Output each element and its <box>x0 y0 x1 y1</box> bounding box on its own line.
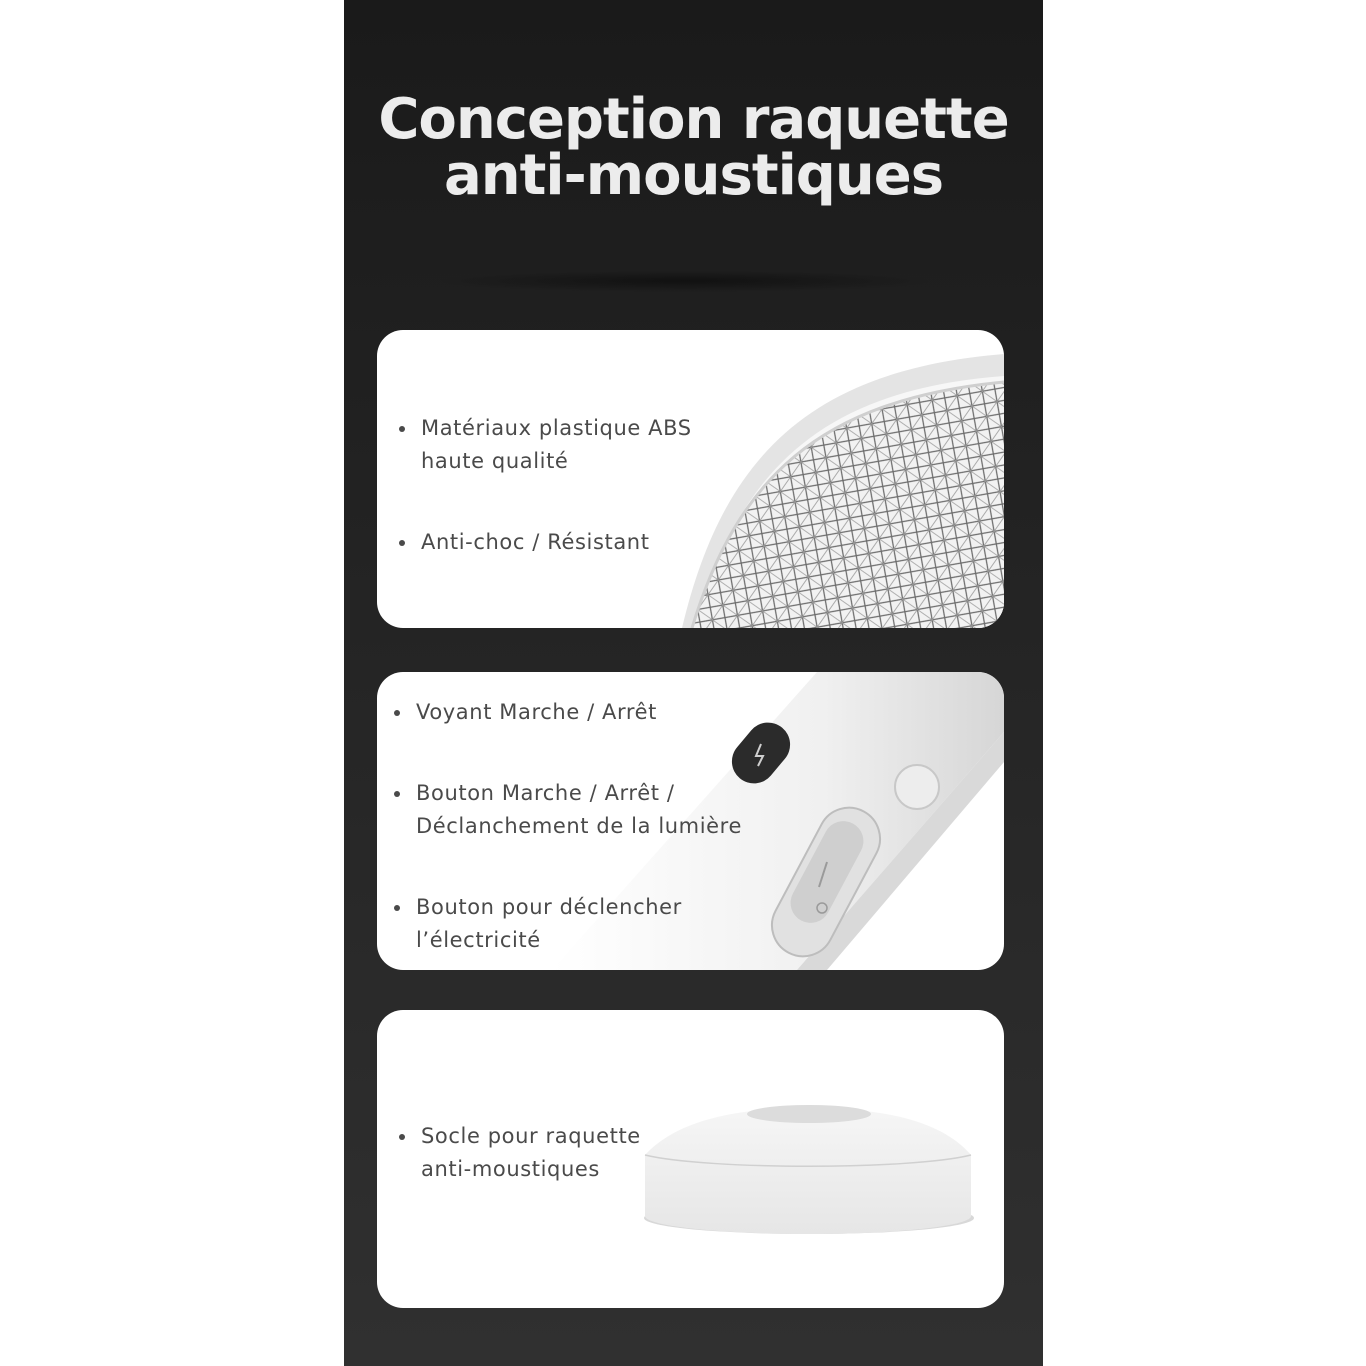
title-line-1: Conception raquette <box>378 87 1009 152</box>
list-item <box>399 1120 641 1186</box>
feature-card-buttons <box>377 672 1004 970</box>
title-line-2: anti-moustiques <box>443 143 944 208</box>
bullet-text: Voyant Marche / Arrêt <box>416 700 658 724</box>
page-title <box>344 87 1043 208</box>
title-shadow <box>430 270 940 292</box>
feature-card-materials <box>377 330 1004 628</box>
bullet-list-buttons <box>394 696 742 957</box>
list-item <box>394 891 742 957</box>
bullet-text: Bouton pour déclencher l’électricité <box>416 895 682 952</box>
list-item <box>399 526 692 559</box>
bullet-list-stand <box>399 1120 641 1186</box>
bullet-list-materials <box>399 412 692 559</box>
bullet-text: Anti-choc / Résistant <box>421 530 650 554</box>
list-item <box>394 696 742 729</box>
bullet-text: Bouton Marche / Arrêt / Déclanchement de la lumière <box>416 781 742 838</box>
bullet-text: Matériaux plastique ABS haute qualité <box>421 416 692 473</box>
feature-card-stand <box>377 1010 1004 1308</box>
list-item <box>399 412 692 478</box>
bullet-text: Socle pour raquette anti-moustiques <box>421 1124 641 1181</box>
list-item <box>394 777 742 843</box>
